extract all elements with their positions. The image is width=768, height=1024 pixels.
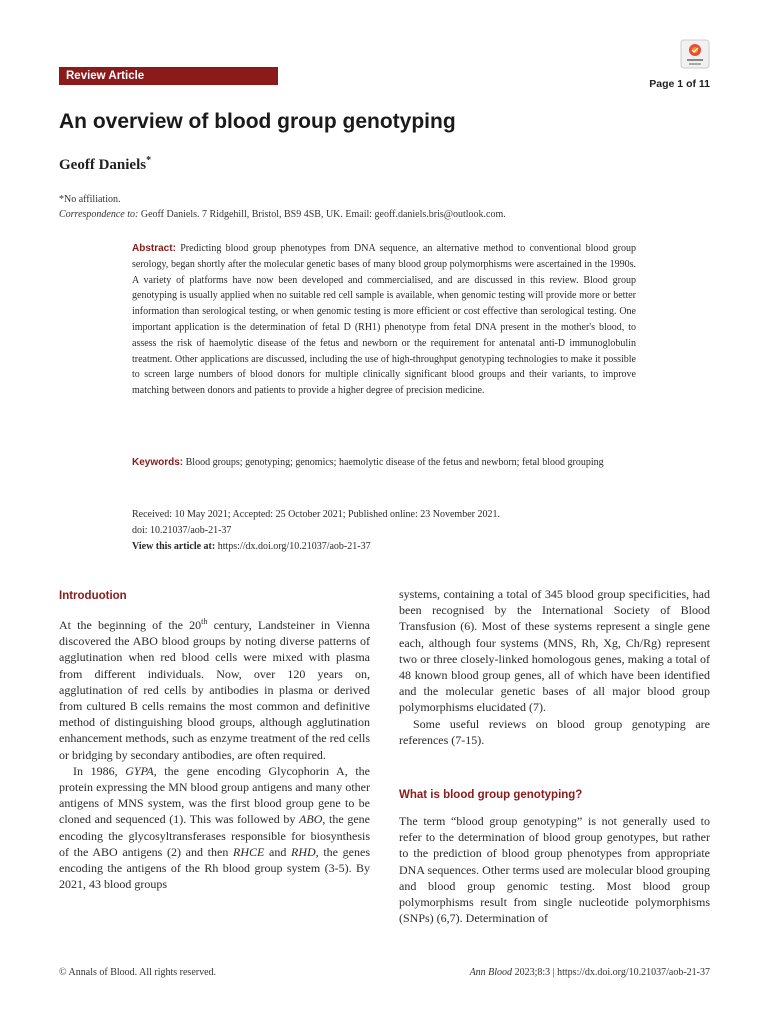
article-type-banner [59, 67, 278, 85]
check-for-updates-badge[interactable] [680, 39, 710, 69]
correspondence-text: Geoff Daniels. 7 Ridgehill, Bristol, BS9 4SB, UK. Email: geoff.daniels.bris@outlook.com. [140, 209, 506, 220]
view-article-line [132, 539, 500, 555]
correspondence [59, 209, 506, 220]
author-name[interactable] [59, 155, 151, 174]
footer-copyright: © Annals of Blood. All rights reserved. [59, 967, 217, 978]
intro-paragraph-1: At the beginning of the 20th century, Landsteiner in Vienna discovered the ABO blood groups by noting diverse patterns of agglutination when red blood cells were mixed with plasma from different individuals. Now, over 120 years on, agglutination of red cells by antibodies in plasma or derived from cultured B cells remains the most common and definitive method of distinguishing blood groups, although agglutination enhancement methods, such as enzyme treatment of the red cells or bridging by secondary antibodies, are often required. [59, 617, 370, 762]
view-article-label: View this article at: [132, 541, 216, 552]
keywords-text: Blood groups; genotyping; genomics; haemolytic disease of the fetus and newborn; fetal blood grouping [185, 457, 604, 468]
article-title: An overview of blood group genotyping [59, 110, 456, 133]
introduction-heading: Introduotion [59, 590, 127, 602]
column-right-lower [399, 813, 710, 926]
what-paragraph-1: The term “blood group genotyping” is not generally used to refer to the determination of blood group genotypes, but rather to the prediction of blood group phenotypes from appropriate DNA sequences. Other terms used are molecular blood grouping and blood group genomic testing. Most blood group polymorphisms result from single nucleotide polymorphisms (SNPs) (6,7). Determination of [399, 814, 710, 926]
view-article-link[interactable]: https://dx.doi.org/10.21037/aob-21-37 [217, 541, 371, 552]
abstract-text: Predicting blood group phenotypes from DNA sequence, an alternative method to conventional blood group serology, began shortly after the molecular genetic bases of many blood group polymorphisms were ascertained in the 1990s. A variety of platforms have now been developed and commercialised, and are discussed in this review. Blood group genotyping is usually applied when no suitable red cell sample is available, when genomic testing will provide more or better information than serological testing, or when genomic testing is more efficient or cost effective than serological testing. One important application is the determination of fetal D (RH1) phenotype from fetal DNA present in the mother's blood, to assess the risk of haemolytic disease of the fetus and newborn or the requirement for antenatal anti-D immunoglobulin treatment. Other applications are discussed, including the use of high-throughput genotyping technologies to make it possible to screen large numbers of blood donors for multiple clinically significant blood groups and their variants, to improve matching between donors and patients to provide a higher degree of precision medicine. [132, 243, 637, 397]
article-type-label: Review Article [66, 70, 145, 82]
what-is-genotyping-heading: What is blood group genotyping? [399, 789, 583, 801]
abstract-label: Abstract: [132, 243, 176, 254]
col2-paragraph-2: Some useful reviews on blood group genotyping are references (7-15). [399, 716, 710, 747]
intro-paragraph-2: In 1986, GYPA, the gene encoding Glycophorin A, the protein expressing the MN blood group antigens and many other antigens of MNS system, was the first blood group gene to be cloned and sequenced (1). This was followed by ABO, the gene encoding the glycosyltransferases responsible for biosynthesis of the ABO antigens (2) and then RHCE and RHD, the genes encoding the antigens of the Rh blood group system (3-5). By 2021, 43 blood groups [59, 763, 370, 892]
publication-dates [132, 507, 500, 555]
check-for-updates-icon [680, 39, 710, 69]
column-left [59, 614, 370, 892]
footer-citation-text[interactable]: 2023;8:3 | https://dx.doi.org/10.21037/aob-21-37 [512, 967, 710, 978]
col2-paragraph-1: systems, containing a total of 345 blood group specificities, had been recognised by the International Society of Blood Transfusion (6). Most of these systems represent a single gene each, although four systems (MNS, Rh, Xg, Ch/Rg) represent two or three closely-linked homologous genes, making a total of 48 known blood group genes, all of which have been identified and the molecular genetic bases of all major blood group polymorphisms elucidated (7). [399, 587, 710, 715]
correspondence-label: Correspondence to: [59, 209, 139, 220]
dates-line: Received: 10 May 2021; Accepted: 25 October 2021; Published online: 23 November 2021. [132, 509, 500, 520]
abstract [132, 241, 636, 399]
keywords [132, 455, 636, 471]
doi-line[interactable]: doi: 10.21037/aob-21-37 [132, 525, 232, 536]
author-mark: * [146, 155, 152, 166]
author-name-text: Geoff Daniels [59, 157, 147, 173]
keywords-label: Keywords: [132, 457, 184, 468]
column-right [399, 586, 710, 748]
affiliation: *No affiliation. [59, 194, 121, 205]
page-number: Page 1 of 11 [649, 78, 710, 90]
footer-citation [470, 967, 710, 978]
footer-journal: Ann Blood [469, 967, 513, 978]
